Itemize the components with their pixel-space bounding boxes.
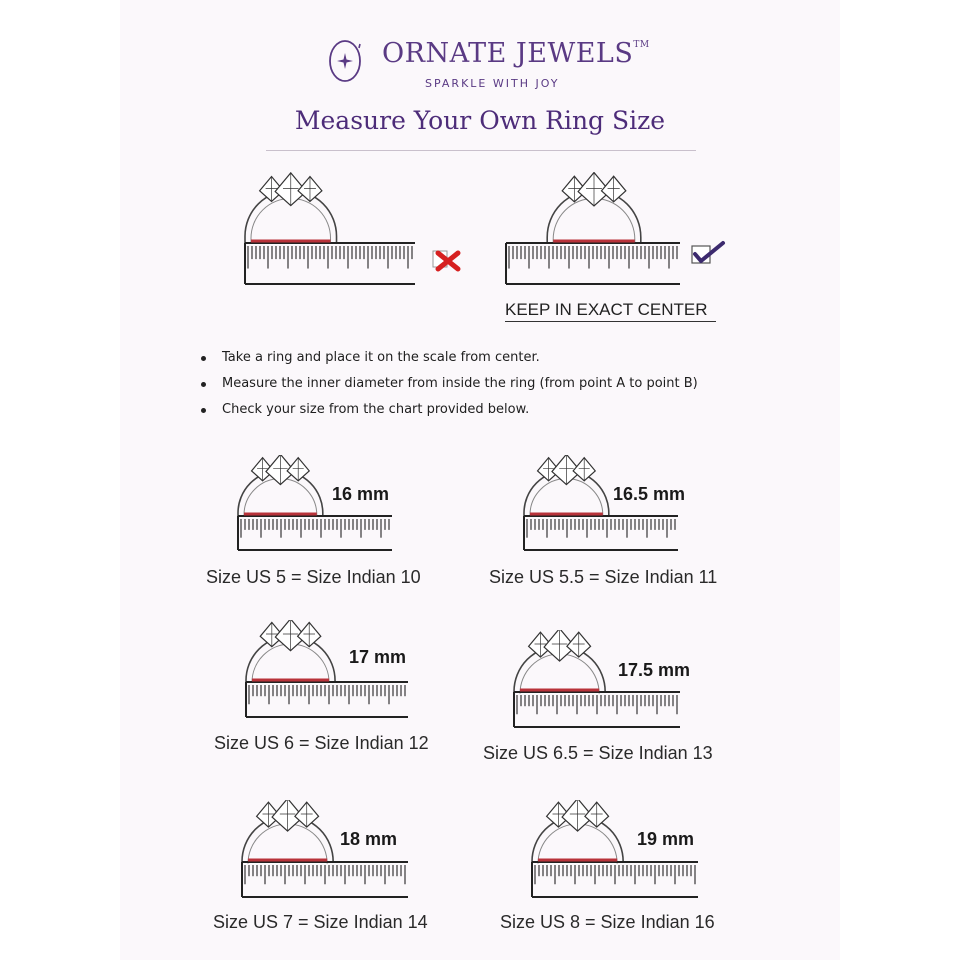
instruction-item: Take a ring and place it on the scale from center. xyxy=(220,345,698,371)
page-title: Measure Your Own Ring Size xyxy=(294,106,666,135)
measuring-scale xyxy=(238,516,392,550)
size-guide-sheet xyxy=(120,0,840,960)
ring-stones xyxy=(547,800,609,831)
measuring-scale xyxy=(514,692,680,727)
diameter-label: 17 mm xyxy=(349,647,407,667)
ring-stones xyxy=(260,620,321,651)
ring-stones xyxy=(538,455,596,485)
ring-stones xyxy=(257,800,319,831)
diameter-label: 18 mm xyxy=(340,829,398,849)
title-divider xyxy=(266,150,696,151)
ring-on-scale-graphic xyxy=(244,620,412,720)
ring-demo-wrong xyxy=(243,172,419,287)
ring-on-scale-graphic xyxy=(240,800,412,900)
measuring-scale xyxy=(532,862,698,897)
size-caption: Size US 8 = Size Indian 16 xyxy=(500,912,715,932)
keep-center-underline xyxy=(505,321,716,322)
measuring-scale xyxy=(506,243,680,284)
brand-name xyxy=(382,38,650,69)
brand-name-text: ORNATE JEWELS xyxy=(382,38,634,69)
measuring-scale xyxy=(245,243,415,284)
instruction-list xyxy=(220,345,698,423)
diameter-label: 19 mm xyxy=(637,829,695,849)
size-caption: Size US 5.5 = Size Indian 11 xyxy=(489,567,718,587)
red-x-icon xyxy=(432,248,464,272)
measuring-scale xyxy=(246,682,408,717)
trademark-mark: TM xyxy=(633,40,650,50)
diameter-label: 17.5 mm xyxy=(618,660,691,680)
ring-stones xyxy=(562,172,626,205)
ring-size-illustration xyxy=(240,800,412,900)
ring-on-scale-graphic xyxy=(530,800,702,900)
diameter-label: 16.5 mm xyxy=(613,484,686,504)
instruction-item: Check your size from the chart provided below. xyxy=(220,397,698,423)
measuring-scale xyxy=(242,862,408,897)
ring-size-illustration xyxy=(244,620,412,720)
oval-star-monogram-icon xyxy=(326,38,364,84)
ring-on-scale-graphic xyxy=(504,172,684,287)
ring-stones xyxy=(252,455,310,485)
ring-stones xyxy=(529,630,591,661)
size-caption: Size US 7 = Size Indian 14 xyxy=(213,912,428,932)
size-caption: Size US 5 = Size Indian 10 xyxy=(206,567,421,587)
instruction-item: Measure the inner diameter from inside the ring (from point A to point B) xyxy=(220,371,698,397)
ring-size-illustration xyxy=(530,800,702,900)
keep-center-note: KEEP IN EXACT CENTER xyxy=(505,300,708,319)
diameter-label: 16 mm xyxy=(332,484,390,504)
ring-stones xyxy=(260,173,322,206)
brand-tagline: SPARKLE WITH JOY xyxy=(425,77,560,90)
size-caption: Size US 6.5 = Size Indian 13 xyxy=(483,743,713,763)
ring-demo-correct xyxy=(504,172,684,287)
size-caption: Size US 6 = Size Indian 12 xyxy=(214,733,429,753)
check-mark-icon xyxy=(690,240,726,266)
measuring-scale xyxy=(524,516,678,550)
ring-on-scale-graphic xyxy=(243,172,419,287)
